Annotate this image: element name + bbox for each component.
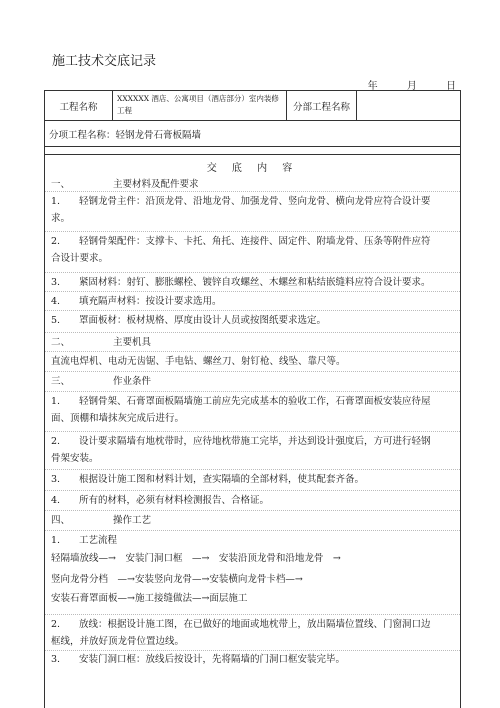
line-number: 3. <box>51 474 61 485</box>
paragraph-separator <box>45 191 460 192</box>
line-number: 5. <box>51 315 61 326</box>
line-text: 竖向龙骨分档 —→安装竖向龙骨—→安装横向龙骨卡档—→ <box>51 574 303 585</box>
content-line <box>51 335 452 351</box>
item-name: 分项工程名称：轻钢龙骨石膏板隔墙 <box>49 129 202 141</box>
content-line <box>51 533 452 549</box>
content-line <box>51 211 452 227</box>
line-text: 根据设计施工图和材料计划，查实隔墙的全部材料，使其配套齐备。 <box>79 474 365 485</box>
line-number: 二、 <box>51 337 71 348</box>
content-line <box>51 652 452 668</box>
line-number: 4. <box>51 296 61 307</box>
content-line <box>51 451 452 467</box>
record-table <box>44 90 461 708</box>
line-text: 主要机具 <box>113 337 152 348</box>
line-text: 安装门洞口框：放线后按设计，先将隔墙的门洞口框安装完毕。 <box>79 654 346 665</box>
line-text: 面、顶棚和墙抹灰完成后进行。 <box>51 413 185 424</box>
line-text: 紧固材料：射钉、膨胀螺栓、镀锌自攻螺丝、木螺丝和粘结嵌缝料应符合设计要求。 <box>79 277 431 288</box>
content-line <box>51 493 452 509</box>
line-text: 操作工艺 <box>113 515 152 526</box>
line-text: 轻钢骨架、石膏罩面板隔墙施工前应先完成基本的验收工作，石膏罩面板安装应待屋 <box>79 396 431 407</box>
line-number: 2. <box>51 619 61 630</box>
paragraph-separator <box>45 310 460 311</box>
spacer-row <box>45 147 460 155</box>
line-text: 框线，并放好顶龙骨位置边线。 <box>51 636 185 647</box>
content-line <box>51 194 452 210</box>
paragraph-separator <box>45 650 460 651</box>
line-text: 放线：根据设计施工图，在已做好的地面或地枕带上，放出隔墙位置线、门窗洞口边 <box>79 619 431 630</box>
header-row-item <box>45 121 460 147</box>
line-text: 轻钢龙骨主件：沿顶龙骨、沿地龙骨、加强龙骨、竖向龙骨、横向龙骨应符合设计要 <box>79 196 431 207</box>
line-text: 设计要求隔墙有地枕带时，应待地枕带施工完毕，并达到设计强度后，方可进行轻钢 <box>79 436 431 447</box>
content-line <box>51 294 452 310</box>
paragraph-separator <box>45 391 460 392</box>
paragraph-separator <box>45 469 460 470</box>
project-name-value: XXXXXX 酒店、公寓项目（酒店部分）室内装修工程 <box>113 91 287 120</box>
paragraph-separator <box>45 510 460 511</box>
line-number: 三、 <box>51 376 71 387</box>
content-line <box>51 551 452 567</box>
content-line <box>51 394 452 410</box>
paragraph-separator <box>45 490 460 491</box>
header-row-project <box>45 91 460 121</box>
line-text: 合设计要求。 <box>51 253 109 264</box>
paragraph-separator <box>45 351 460 352</box>
project-name-label: 工程名称 <box>45 91 113 120</box>
date-month: 月 <box>406 81 417 92</box>
line-number: 2. <box>51 236 61 247</box>
line-text: 安装石膏罩面板—→施工接缝做法—→面层施工 <box>51 593 248 604</box>
line-text: 骨架安装。 <box>51 453 99 464</box>
sub-project-value <box>357 91 462 120</box>
content-line <box>51 513 452 529</box>
line-text: 轻钢骨架配件：支撑卡、卡托、角托、连接件、固定件、附墙龙骨、压条等附件应符 <box>79 236 431 247</box>
line-number: 2. <box>51 436 61 447</box>
paragraph-separator <box>45 431 460 432</box>
content-line <box>51 434 452 450</box>
line-text: 填充隔声材料：按设计要求选用。 <box>79 296 222 307</box>
line-number: 4. <box>51 495 61 506</box>
line-text: 求。 <box>51 213 71 224</box>
content-line <box>51 472 452 488</box>
line-number: 1. <box>51 196 61 207</box>
content-line <box>51 275 452 291</box>
content-line <box>51 411 452 427</box>
date-year: 年 <box>367 81 378 92</box>
date-day: 日 <box>446 81 456 92</box>
content-line <box>51 634 452 650</box>
section-title: 交 底 内 容 <box>206 163 299 174</box>
content-line <box>51 354 452 370</box>
line-text: 罩面板材：板材规格、厚度由设计人员或按图纸要求选定。 <box>79 315 327 326</box>
line-text: 主要材料及配件要求 <box>113 179 199 190</box>
content-line <box>51 572 452 588</box>
line-number: 3. <box>51 654 61 665</box>
content-line <box>51 234 452 250</box>
paragraph-separator <box>45 332 460 333</box>
line-text: 轻隔墙放线—→ 安装门洞口框 —→ 安装沿顶龙骨和沿地龙骨 → <box>51 553 341 564</box>
paragraph-separator <box>45 530 460 531</box>
line-text: 直流电焊机、电动无齿锯、手电钻、螺丝刀、射钉枪、线坠、靠尺等。 <box>51 356 346 367</box>
line-number: 四、 <box>51 515 71 526</box>
line-text: 作业条件 <box>113 376 152 387</box>
paragraph-separator <box>45 291 460 292</box>
sub-project-label: 分部工程名称 <box>287 91 357 120</box>
content-line <box>51 617 452 633</box>
line-number: 一、 <box>51 179 71 190</box>
line-number: 1. <box>51 535 61 546</box>
content-line <box>51 591 452 607</box>
content-line <box>51 251 452 267</box>
content-line <box>51 374 452 390</box>
paragraph-separator <box>45 272 460 273</box>
line-text: 工艺流程 <box>79 535 118 546</box>
paragraph-separator <box>45 231 460 232</box>
line-number: 1. <box>51 396 61 407</box>
paragraph-separator <box>45 371 460 372</box>
line-text: 所有的材料，必须有材料检测报告、合格证。 <box>79 495 270 506</box>
content-line <box>51 313 452 329</box>
line-number: 3. <box>51 277 61 288</box>
paragraph-separator <box>45 614 460 615</box>
document-title: 施工技术交底记录 <box>52 54 157 69</box>
